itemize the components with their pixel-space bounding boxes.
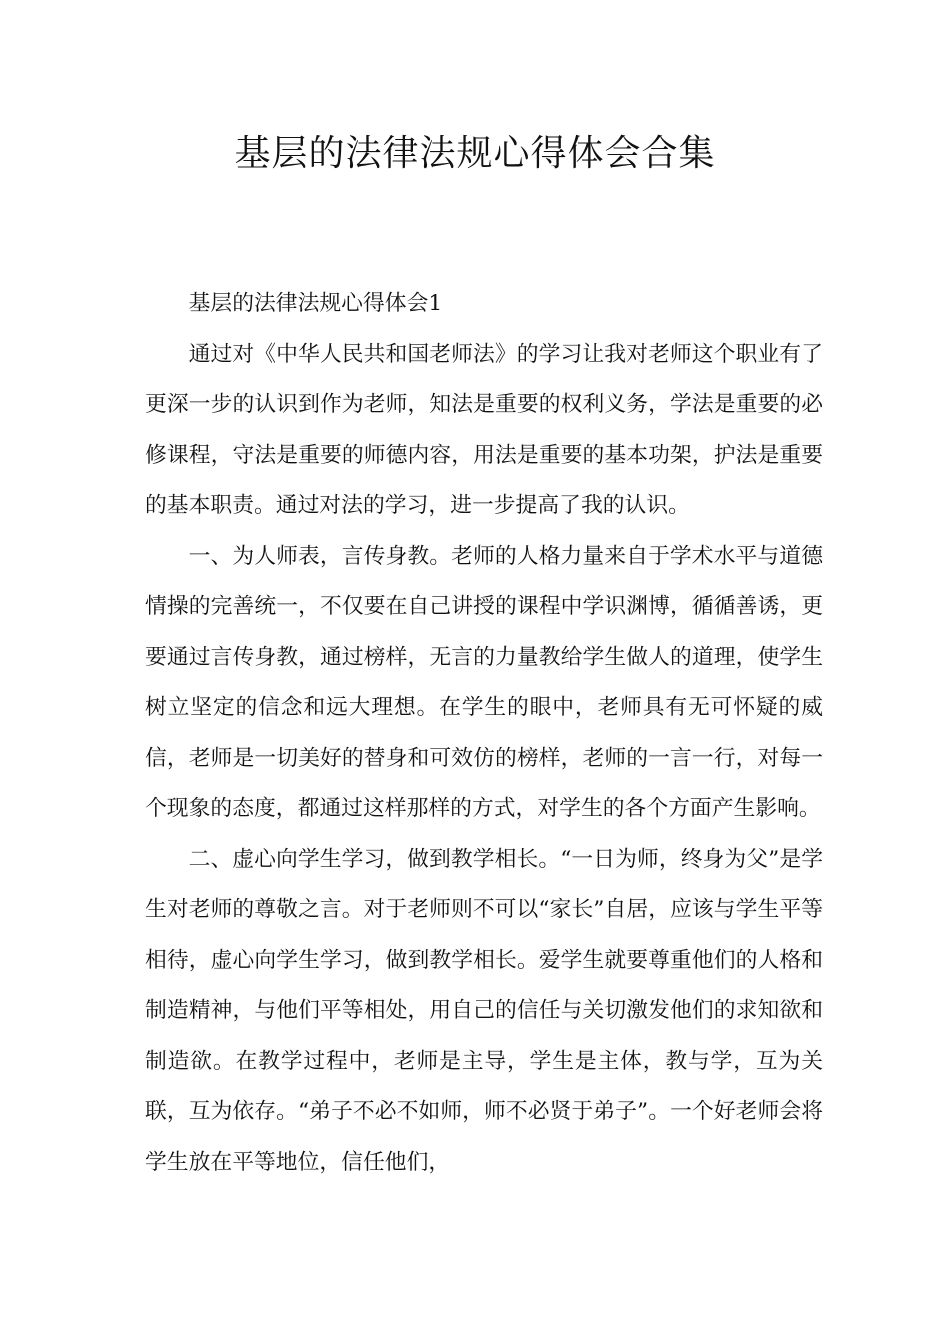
- paragraph-intro: 通过对《中华人民共和国老师法》的学习让我对老师这个职业有了更深一步的认识到作为老师，知法是重要的权利义务，学法是重要的必修课程，守法是重要的师德内容，用法是重要的基本功架，护法是重要的基本职责。通过对法的学习，进一步提高了我的认识。: [145, 341, 823, 518]
- paragraph-point-two: 二、虚心向学生学习，做到教学相长。“一日为师，终身为父”是学生对老师的尊敬之言。对于老师则不可以“家长”自居，应该与学生平等相待，虚心向学生学习，做到教学相长。爱学生就要尊重他们的人格和制造精神，与他们平等相处，用自己的信任与关切激发他们的求知欲和制造欲。在教学过程中，老师是主导，学生是主体，教与学，互为关联，互为依存。“弟子不必不如师，师不必贤于弟子”。一个好老师会将学生放在平等地位，信任他们，: [145, 846, 823, 1175]
- section-heading: 基层的法律法规心得体会1: [188, 291, 443, 316]
- document-body: [145, 279, 823, 1188]
- paragraph-point-one: 一、为人师表，言传身教。老师的人格力量来自于学术水平与道德情操的完善统一，不仅要在自己讲授的课程中学识渊博，循循善诱，更要通过言传身教，通过榜样，无言的力量教给学生做人的道理，使学生树立坚定的信念和远大理想。在学生的眼中，老师具有无可怀疑的威信，老师是一切美好的替身和可效仿的榜样，老师的一言一行，对每一个现象的态度，都通过这样那样的方式，对学生的各个方面产生影响。: [145, 543, 823, 821]
- document-title: 基层的法律法规心得体会合集: [234, 133, 716, 174]
